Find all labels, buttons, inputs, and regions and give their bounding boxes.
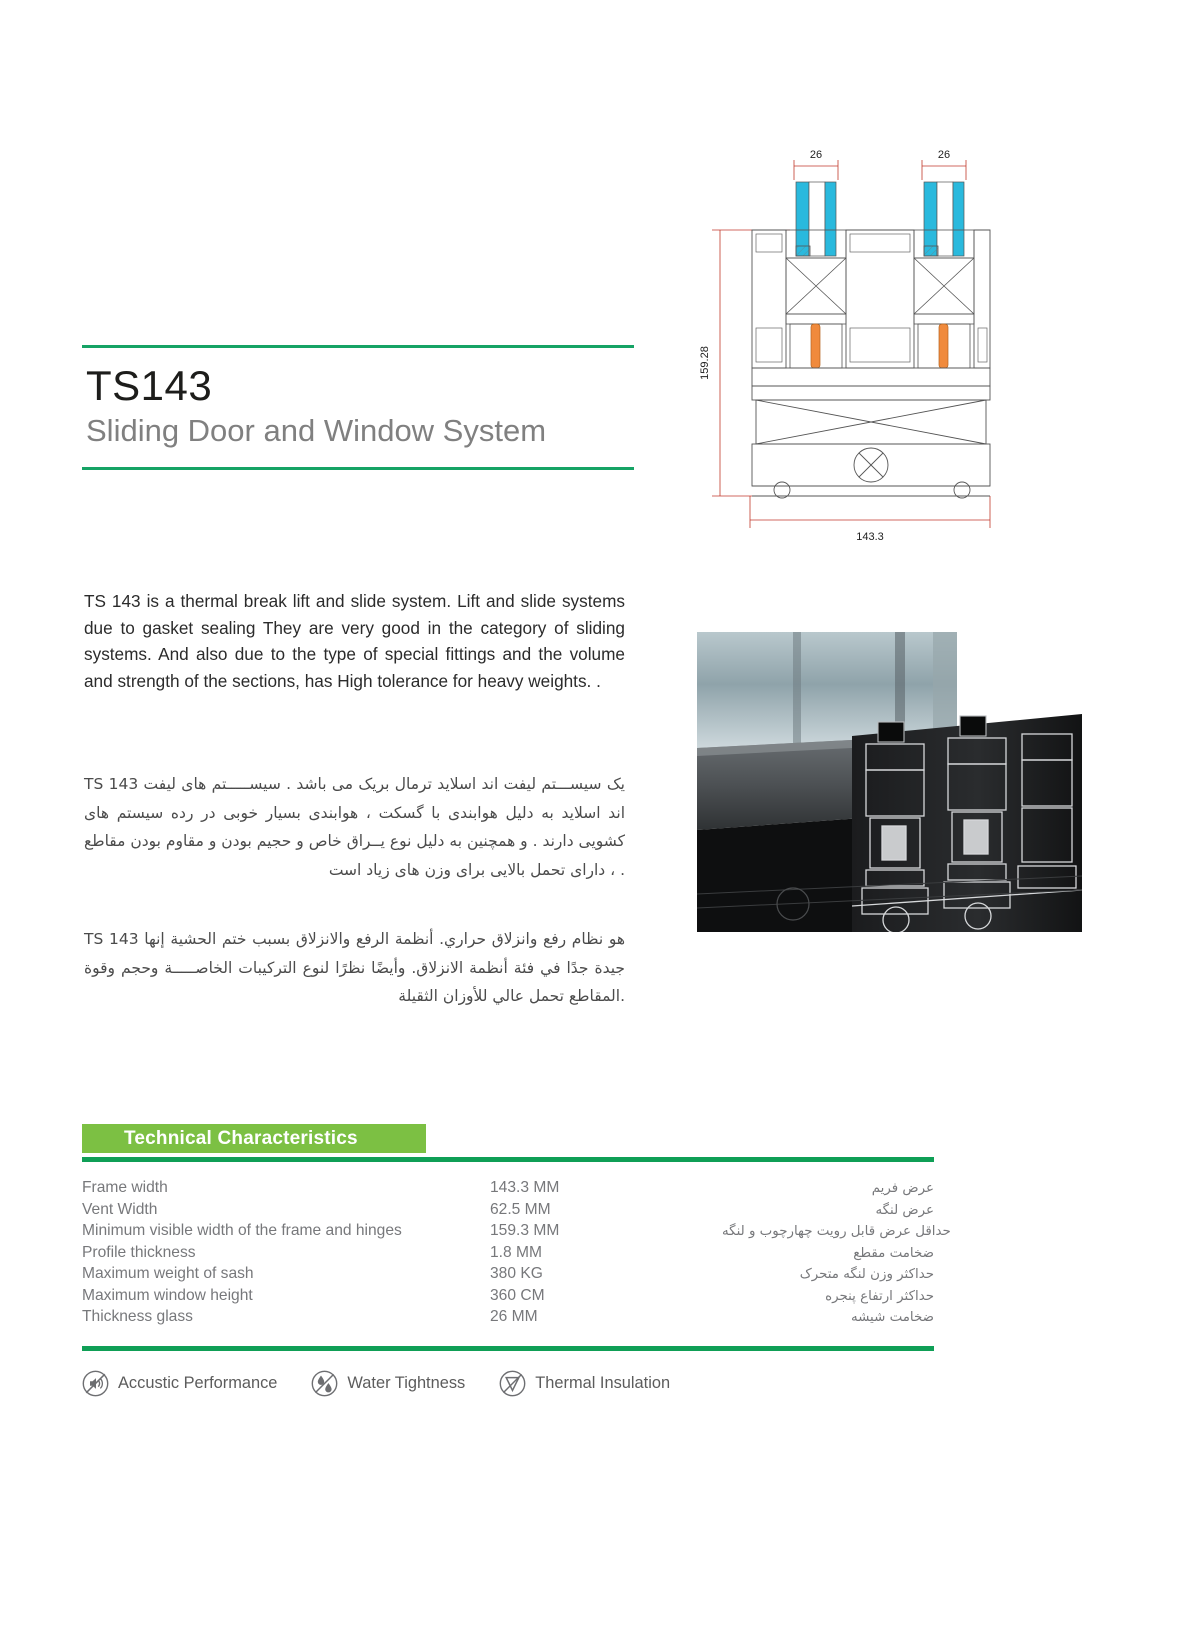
page-title: TS143 (86, 362, 213, 409)
spec-label-en: Maximum window height (82, 1286, 253, 1304)
dimension-label-glass-left: 26 (809, 149, 823, 161)
feature-thermal-insulation (499, 1370, 670, 1397)
spec-value: 143.3 MM (490, 1179, 560, 1196)
feature-label: Accustic Performance (118, 1373, 278, 1392)
table-row (82, 1308, 934, 1330)
spec-label-fa: ضخامت مقطع (853, 1245, 934, 1261)
table-row (82, 1201, 934, 1223)
spec-label-fa: عرض فریم (871, 1181, 934, 1196)
spec-label-en: Thickness glass (82, 1308, 193, 1325)
dimension-width (750, 496, 990, 528)
spec-label-fa: حداکثر وزن لنگه متحرک (799, 1267, 934, 1282)
spec-value: 360 CM (490, 1286, 545, 1304)
spec-label-fa: حداکثر ارتفاع پنجره (825, 1288, 934, 1304)
technical-characteristics-label: Technical Characteristics (124, 1127, 358, 1149)
dimension-glass-right (922, 160, 966, 180)
spec-label-en: Frame width (82, 1179, 168, 1196)
dimension-label-glass-right: 26 (937, 149, 951, 161)
spec-value: 380 KG (490, 1265, 543, 1282)
spec-value: 26 MM (490, 1308, 538, 1325)
dimension-glass-left (794, 160, 838, 180)
description-arabic: TS 143 هو نظام رفع وانزلاق حراري. أنظمة الرفع والانزلاق بسبب ختم الحشية إنها جيدة جدًا في فئة أنظمة الانزلاق. وأيضًا نظرًا لنوع التركيبات الخاصـــــة وحجم وقوة المقاطع تحمل عالي للأوزان الثقيلة. (84, 930, 625, 1006)
spec-label-fa: عرض لنگه (875, 1202, 934, 1218)
table-row (82, 1222, 951, 1244)
cross-section-technical-drawing (690, 128, 1120, 548)
spec-value: 1.8 MM (490, 1243, 542, 1261)
page-subtitle: Sliding Door and Window System (86, 413, 547, 449)
specifications-table (82, 1179, 951, 1330)
spec-label-en: Minimum visible width of the frame and hinges (82, 1222, 402, 1239)
frame-outline (752, 230, 990, 498)
acoustic-performance-icon (82, 1370, 109, 1397)
spec-value: 62.5 MM (490, 1200, 551, 1218)
divider-top (82, 1157, 934, 1162)
feature-label: Thermal Insulation (535, 1373, 671, 1392)
table-row (82, 1244, 934, 1266)
technical-characteristics-section (82, 1124, 951, 1397)
glass-pane-left (796, 182, 836, 256)
table-row (82, 1179, 934, 1201)
thermal-insulation-icon (499, 1370, 526, 1397)
glass-pane-right (924, 182, 964, 256)
dimension-height (712, 230, 790, 496)
spec-label-en: Maximum weight of sash (82, 1265, 254, 1282)
feature-water-tightness (311, 1370, 465, 1397)
product-title-block (82, 345, 634, 470)
spec-label-en: Vent Width (82, 1200, 158, 1218)
gasket-left (811, 324, 820, 368)
spec-label-fa: ضخامت شیشه (850, 1310, 934, 1325)
feature-badges (82, 1370, 934, 1397)
gasket-right (939, 324, 948, 368)
technical-characteristics-header (82, 1124, 426, 1153)
description-farsi: TS 143 یک سیســـتم لیفت اند اسلاید ترمال بریک می باشد . سیســـــتم های لیفت اند اسلاید به دلیل هوابندی با گسکت ، هوابندی بسیار خوبی در رده سیستم های کشویی دارند . و همچنین به دلیل نوع یــراق خاص و حجیم بودن و مقاوم بودن مقاطع ، دارای تحمل بالایی برای وزن های زیاد است . (84, 775, 626, 880)
table-row (82, 1287, 934, 1309)
product-render-photo (697, 632, 1082, 932)
dimension-label-height: 159.28 (699, 346, 711, 380)
feature-label: Water Tightness (347, 1373, 466, 1392)
description-english: TS 143 is a thermal break lift and slide system. Lift and slide systems due to gasket sealing They are very good in the category of sliding systems. And also due to the type of special fittings and the volume and strength of the sections, has High tolerance for heavy weights. . (84, 591, 625, 691)
spec-label-en: Profile thickness (82, 1243, 196, 1261)
dimension-label-width: 143.3 (856, 531, 884, 543)
divider-bottom (82, 1346, 934, 1351)
spec-value: 159.3 MM (490, 1222, 560, 1239)
water-tightness-icon (311, 1370, 338, 1397)
table-row (82, 1265, 934, 1287)
spec-label-fa: حداقل عرض قابل رویت چهارچوب و لنگه (722, 1224, 951, 1239)
feature-acoustic-performance (82, 1370, 277, 1397)
